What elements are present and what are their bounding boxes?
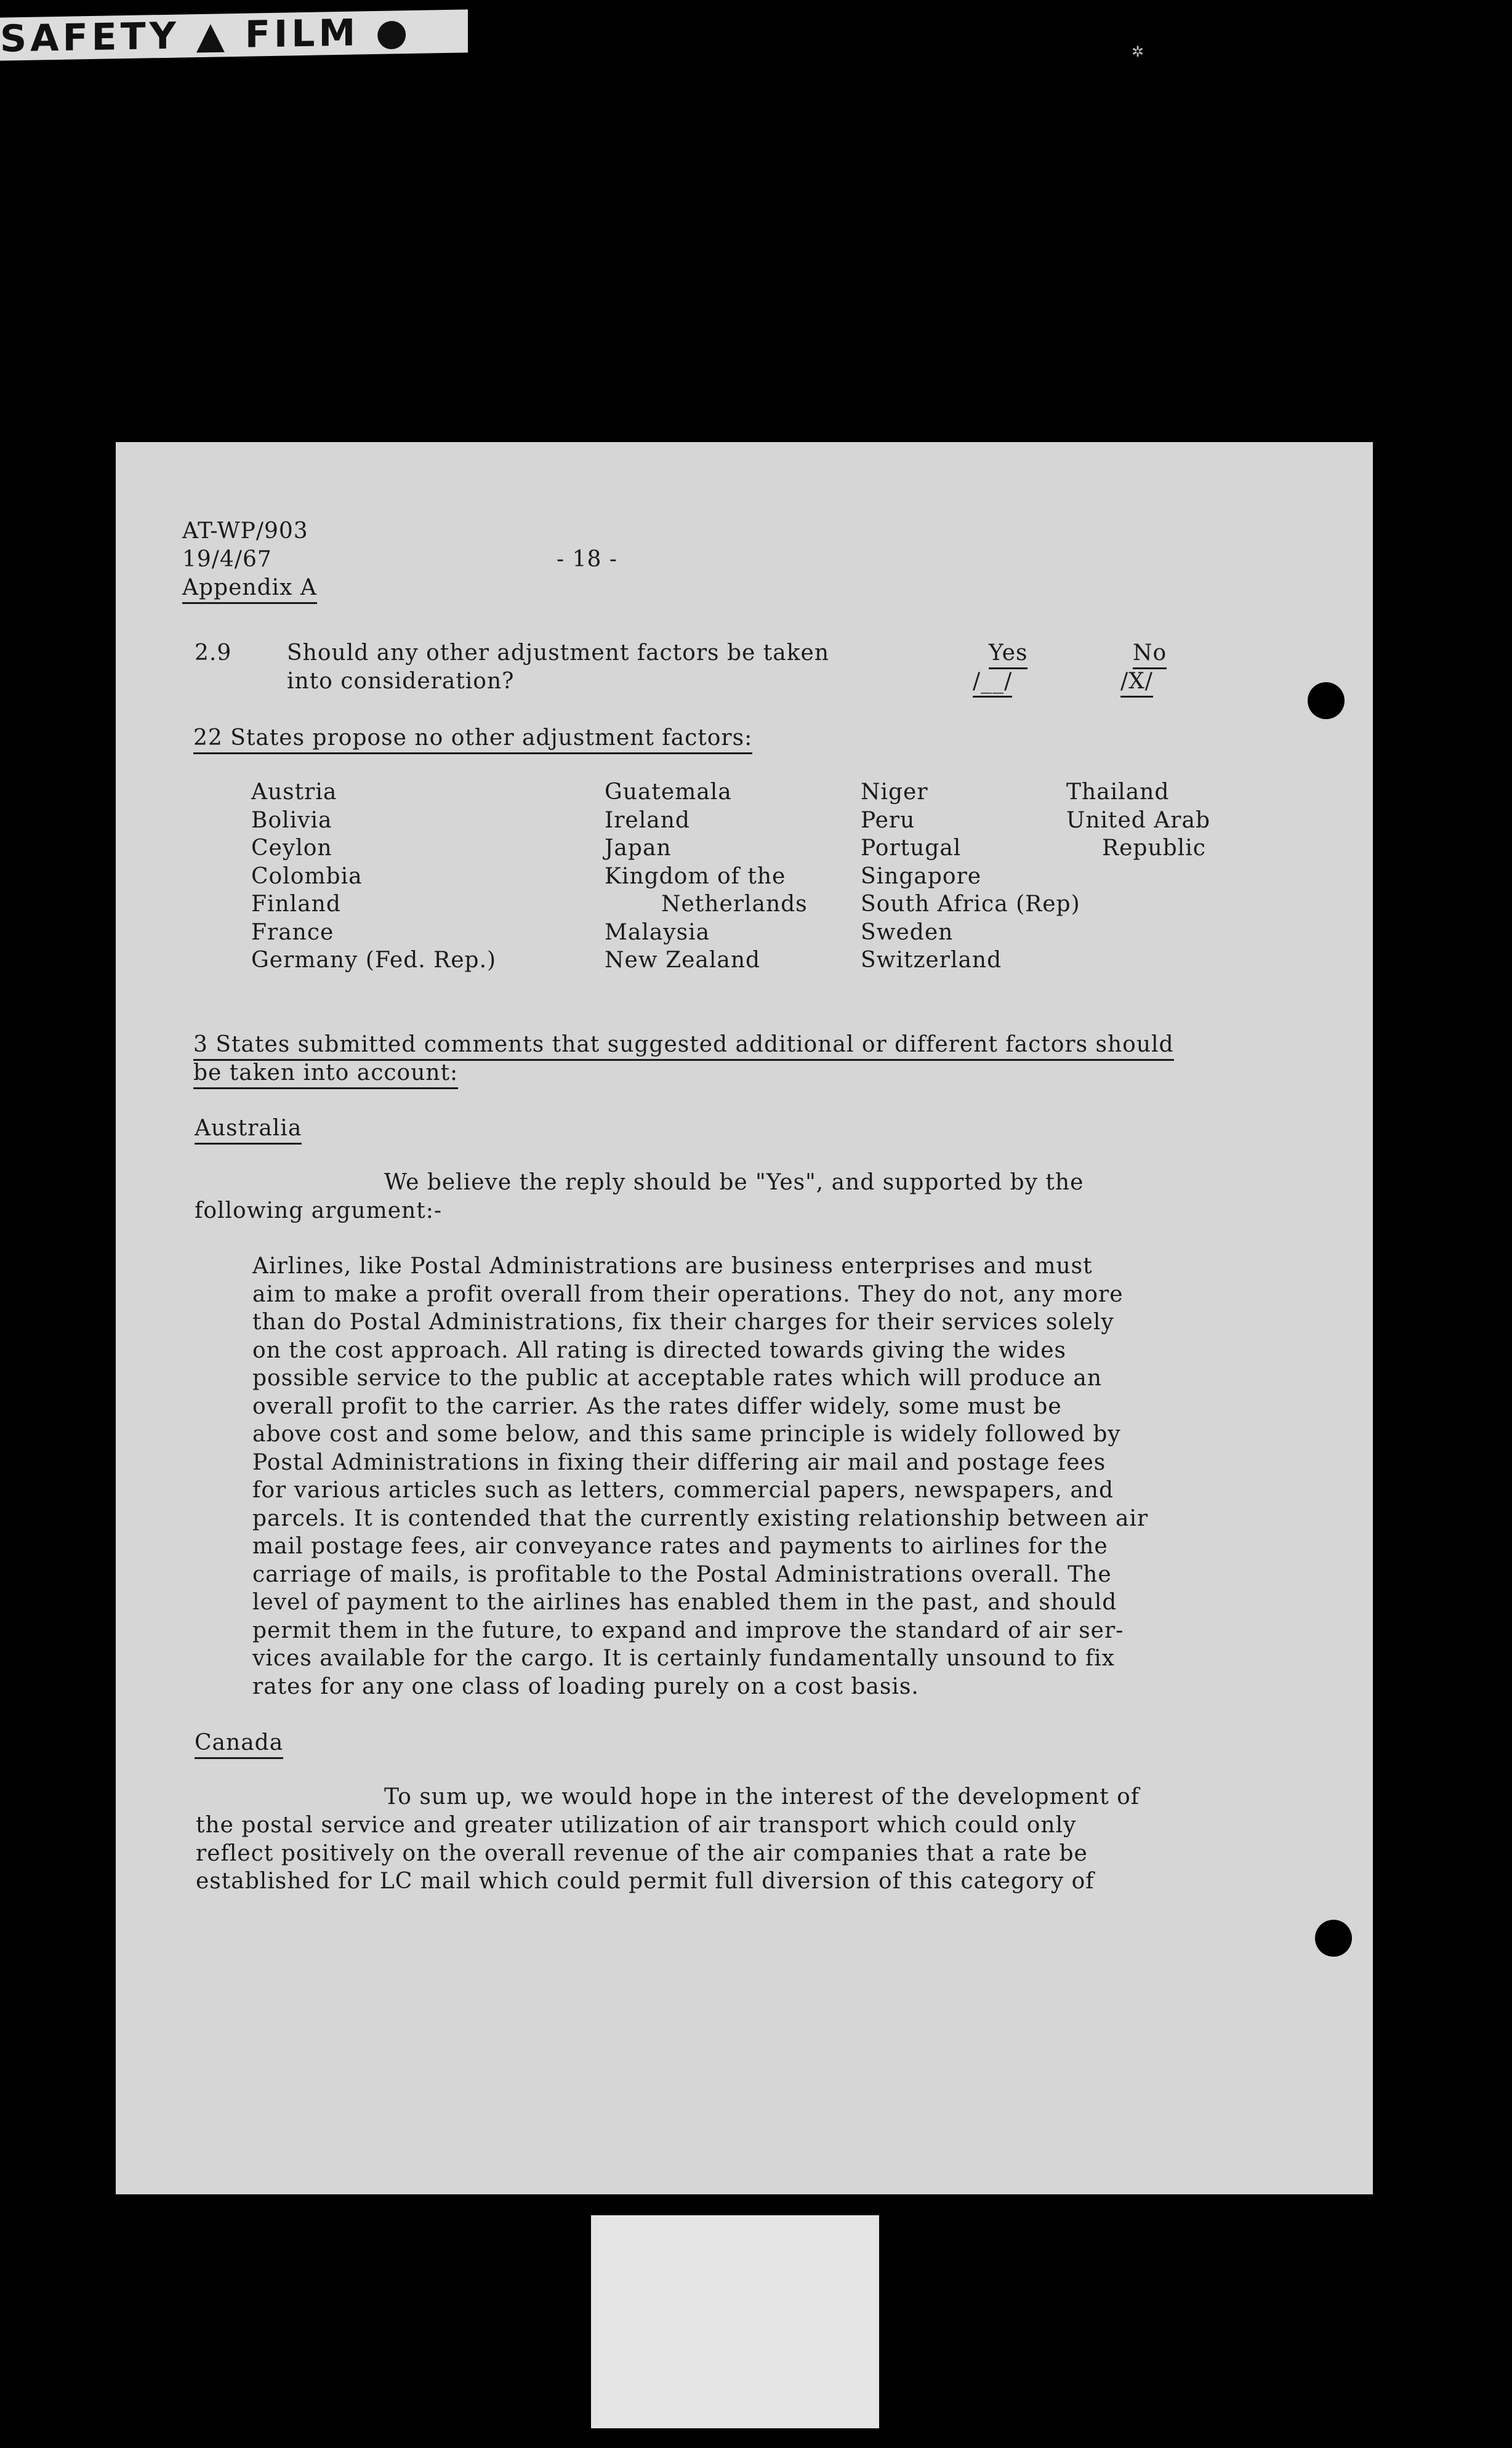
quote-line: for various articles such as letters, commercial papers, newspapers, and xyxy=(252,1478,1114,1503)
state-name: Portugal xyxy=(861,835,962,861)
state-name: Guatemala xyxy=(605,779,732,805)
yes-label: Yes xyxy=(989,639,1027,669)
states-column-1 xyxy=(251,778,496,975)
state-name: France xyxy=(251,919,334,945)
punch-hole xyxy=(1315,1920,1352,1957)
quote-line: on the cost approach. All rating is directed towards giving the wides xyxy=(252,1337,1067,1363)
film-card-blank xyxy=(591,2215,879,2428)
punch-hole xyxy=(1308,682,1345,719)
quote-line: rates for any one class of loading purely on a cost basis. xyxy=(252,1673,919,1699)
canada-line-1: To sum up, we would hope in the interest of the development of xyxy=(384,1784,1140,1810)
canada-line: established for LC mail which could permit full diversion of this category of xyxy=(196,1869,1095,1894)
state-name: Netherlands xyxy=(661,892,808,917)
canada-heading: Canada xyxy=(195,1729,283,1759)
state-name: Ceylon xyxy=(251,835,332,861)
doc-date: 19/4/67 xyxy=(182,547,272,572)
no-checkbox-checked: /X/ xyxy=(1120,667,1153,698)
section-comments-heading-line-1: 3 States submitted comments that suggested additional or different factors should xyxy=(193,1031,1174,1061)
state-name: Republic xyxy=(1102,835,1206,861)
film-speck: ✲ xyxy=(1132,43,1144,60)
quote-line: overall profit to the carrier. As the rates differ widely, some must be xyxy=(252,1393,1062,1419)
yes-checkbox: /__/ xyxy=(973,667,1012,698)
australia-intro-line-2: following argument:- xyxy=(195,1198,442,1223)
question-line-2: into consideration? xyxy=(287,669,515,694)
state-name: Bolivia xyxy=(251,807,332,833)
australia-argument-quote xyxy=(252,1252,1148,1701)
state-name: Japan xyxy=(605,835,672,861)
doc-id: AT-WP/903 xyxy=(182,518,308,544)
state-name: Finland xyxy=(251,892,341,917)
state-name: Niger xyxy=(861,779,928,805)
document-page xyxy=(116,442,1373,2194)
section-comments-heading-line-2: be taken into account: xyxy=(193,1059,458,1089)
canada-line: the postal service and greater utilization of air transport which could only xyxy=(196,1813,1077,1838)
state-name: New Zealand xyxy=(605,948,761,973)
film-edge-label: SAFETY ▲ FILM ● xyxy=(0,9,468,60)
state-name: Sweden xyxy=(861,919,954,945)
state-name: Germany (Fed. Rep.) xyxy=(251,948,497,973)
state-name: South Africa (Rep) xyxy=(861,892,1080,917)
states-column-2 xyxy=(605,778,808,975)
question-number: 2.9 xyxy=(195,640,232,666)
state-name: Singapore xyxy=(861,863,982,889)
page-number: - 18 - xyxy=(557,547,618,572)
question-line-1: Should any other adjustment factors be taken xyxy=(287,640,829,666)
state-name: Colombia xyxy=(251,863,363,889)
appendix-label: Appendix A xyxy=(182,574,317,604)
quote-line: aim to make a profit overall from their operations. They do not, any more xyxy=(252,1281,1124,1307)
quote-line: possible service to the public at acceptable rates which will produce an xyxy=(252,1366,1103,1391)
state-name: Austria xyxy=(251,779,337,805)
quote-line: Postal Administrations in fixing their differing air mail and postage fees xyxy=(252,1449,1106,1475)
quote-line: Airlines, like Postal Administrations are business enterprises and must xyxy=(252,1254,1093,1279)
section-no-factors-heading: 22 States propose no other adjustment factors: xyxy=(193,724,752,754)
state-name: Kingdom of the xyxy=(605,863,786,889)
quote-line: than do Postal Administrations, fix their charges for their services solely xyxy=(252,1310,1114,1335)
australia-intro-line-1: We believe the reply should be "Yes", and supported by the xyxy=(384,1170,1084,1195)
state-name: Thailand xyxy=(1066,779,1170,805)
quote-line: level of payment to the airlines has enabled them in the past, and should xyxy=(252,1590,1117,1615)
state-name: United Arab xyxy=(1066,807,1211,833)
quote-line: carriage of mails, is profitable to the Postal Administrations overall. The xyxy=(252,1561,1112,1587)
canada-line: reflect positively on the overall revenue of the air companies that a rate be xyxy=(196,1840,1088,1866)
states-column-4 xyxy=(1066,778,1210,863)
quote-line: vices available for the cargo. It is certainly fundamentally unsound to fix xyxy=(252,1646,1115,1671)
quote-line: mail postage fees, air conveyance rates and payments to airlines for the xyxy=(252,1534,1108,1559)
state-name: Ireland xyxy=(605,807,690,833)
quote-line: permit them in the future, to expand and improve the standard of air ser- xyxy=(252,1617,1124,1643)
no-label: No xyxy=(1133,639,1167,669)
state-name: Malaysia xyxy=(605,919,710,945)
canada-paragraph xyxy=(196,1811,1095,1896)
states-column-3 xyxy=(861,778,1080,975)
state-name: Peru xyxy=(861,807,915,833)
quote-line: above cost and some below, and this same principle is widely followed by xyxy=(252,1422,1121,1447)
state-name: Switzerland xyxy=(861,948,1002,973)
australia-heading: Australia xyxy=(195,1114,302,1145)
quote-line: parcels. It is contended that the currently existing relationship between air xyxy=(252,1505,1149,1531)
